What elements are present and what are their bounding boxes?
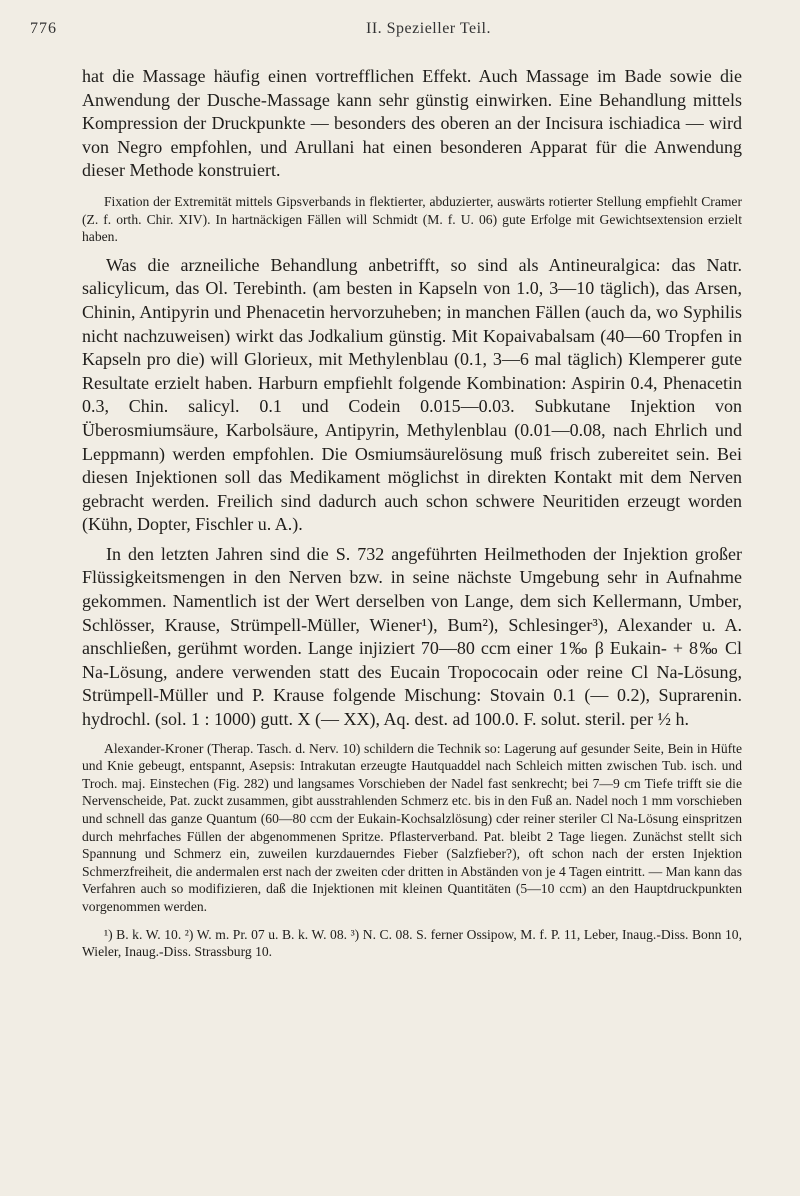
paragraph-massage: hat die Massage häufig einen vortrefflichen Effekt. Auch Massage im Bade sowie die Anwendung der Dusche-Massage kann sehr günstig einwirken. Eine Behandlung mittels Kompression der Druckpunkte — besonders des oberen an der Incisura ischiadica — wird von Negro empfohlen, und Arullani hat einen besonderen Apparat für die Anwendung dieser Methode konstruiert. [82, 66, 742, 181]
paragraph-technique: Alexander-Kroner (Therap. Tasch. d. Nerv. 10) schildern die Technik so: Lagerung auf gesunder Seite, Bein in Hüfte und Knie gebeugt, entspannt, Asepsis: Intrakutan erzeugte Hautquaddel nach Schleich mitten zwischen Tub. isch. und Troch. maj. Einstechen (Fig. 282) und langsames Vorschieben der Nadel fast senkrecht; bei 7—9 cm Tiefe trifft sie die Nervenscheide, Pat. zuckt zusammen, gibt ausstrahlenden Schmerz etc. bis in den Fuß an. Nadel noch 1 mm vorschieben und schnell das ganze Quantum (60—80 ccm der Eukain-Kochsalzlösung) cder reiner steriler Cl Na-Lösung einspritzen durch mehrfaches Füllen der abgenommenen Spritze. Pflasterverband. Pat. bleibt 2 Tage liegen. Zunächst stellt sich Spannung und Schmerz ein, zuweilen kurzdauerndes Fieber (Salzfieber?), oft schon nach der ersten Injektion Schmerzfreiheit, die andermalen erst nach der zweiten cder dritten in Abständen von je 4 Tagen eintritt. — Man kann das Verfahren auch so modifizieren, daß die Injektionen mit kleinen Quantitäten (5—10 ccm) an den Hauptdruckpunkten vorgenommen werden. [82, 740, 742, 914]
paragraph-fixation: Fixation der Extremität mittels Gipsverbands in flektierter, abduzierter, auswärts rotierter Stellung empfiehlt Cramer (Z. f. orth. Chir. XIV). In hartnäckigen Fällen will Schmidt (M. f. U. 06) gute Erfolge mit Gewichtsextension erzielt haben. [82, 193, 742, 245]
page-number: 776 [30, 20, 57, 37]
book-page [30, 18, 742, 961]
page-header [30, 18, 742, 46]
running-title: II. Spezieller Teil. [366, 20, 491, 37]
footnotes: ¹) B. k. W. 10. ²) W. m. Pr. 07 u. B. k. W. 08. ³) N. C. 08. S. ferner Ossipow, M. f. P. 11, Leber, Inaug.-Diss. Bonn 10, Wieler, Inaug.-Diss. Strassburg 10. [82, 926, 742, 960]
paragraph-medication: Was die arzneiliche Behandlung anbetrifft, so sind als Antineuralgica: das Natr. salicylicum, das Ol. Terebinth. (am besten in Kapseln von 1.0, 3—10 täglich), das Arsen, Chinin, Antipyrin und Phenacetin hervorzuheben; in manchen Fällen (auch da, wo Syphilis nicht nachzuweisen) wirkt das Jodkalium günstig. Mit Kopaivabalsam (40—60 Tropfen in Kapseln pro die) will Glorieux, mit Methylenblau (0.1, 3—6 mal täglich) Klemperer gute Resultate erzielt haben. Harburn empfiehlt folgende Kombination: Aspirin 0.4, Phenacetin 0.3, Chin. salicyl. 0.1 und Codein 0.015—0.03. Subkutane Injektion von Überosmiumsäure, Karbolsäure, Antipyrin, Methylenblau (0.01—0.08, nach Ehrlich und Leppmann) werden empfohlen. Die Osmiumsäurelösung muß frisch zubereitet sein. Bei diesen Injektionen soll das Medikament möglichst in direkten Kontakt mit dem Nerven gebracht werden. Freilich sind dadurch auch schon schwere Neuritiden erzeugt worden (Kühn, Dopter, Fischler u. A.). [82, 254, 742, 535]
paragraph-injection: In den letzten Jahren sind die S. 732 angeführten Heilmethoden der Injektion großer Flüssigkeitsmengen in den Nerven bzw. in seine nächste Umgebung sehr in Aufnahme gekommen. Namentlich ist der Wert derselben von Lange, dem sich Kellermann, Umber, Schlösser, Krause, Strümpell-Müller, Wiener¹), Bum²), Schlesinger³), Alexander u. A. anschließen, gerühmt worden. Lange injiziert 70—80 ccm einer 1‰ β Eukain- + 8‰ Cl Na-Lösung, andere verwenden statt des Eucain Tropococain oder reine Cl Na-Lösung, Strümpell-Müller und P. Krause folgende Mischung: Stovain 0.1 (— 0.2), Suprarenin. hydrochl. (sol. 1 : 1000) gutt. X (— XX), Aq. dest. ad 100.0. F. solut. steril. per ½ h. [82, 543, 742, 730]
